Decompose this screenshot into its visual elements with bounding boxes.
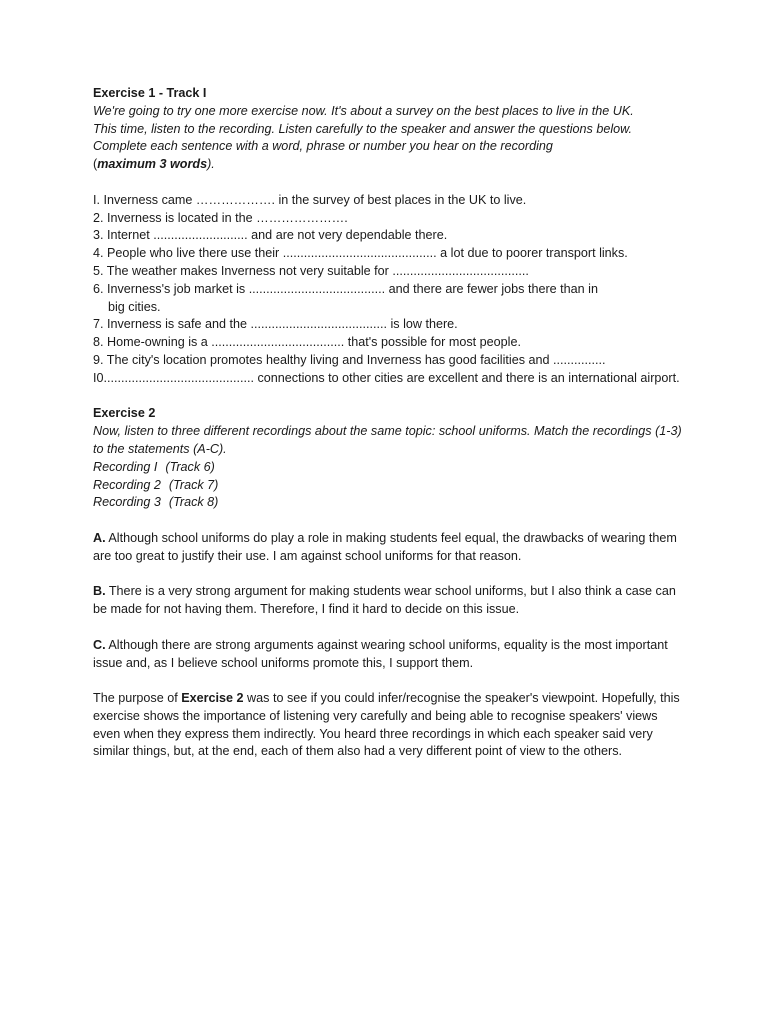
recording-name: Recording 2 [93, 477, 161, 492]
question-item: 9. The city's location promotes healthy living and Inverness has good facilities and ............... [93, 352, 606, 367]
purpose-post: was to see if you could infer/recognise the speaker's viewpoint. Hopefully, this exercise shows the importance of listening very carefully and being able to recognise speakers' views even when they express them indirectly. You heard three recordings in which each speaker said very similar things, but, at the end, each of them also had a very different point of view to the others. [93, 691, 680, 759]
recording-track: (Track 7) [168, 477, 219, 492]
statement-text: There is a very strong argument for making students wear school uniforms, but I also think a case can be made for not having them. Therefore, I find it hard to decide on this issue. [93, 584, 676, 617]
question-list [93, 192, 683, 388]
question-item: 4. People who live there use their ............................................ a lot due to poorer transport links. [93, 246, 628, 261]
question-item: 8. Home-owning is a ...................................... that's possible for most people. [93, 335, 521, 350]
statement-a [93, 530, 683, 566]
recording-item [93, 459, 683, 477]
statement-letter: B. [93, 584, 106, 599]
purpose-pre: The purpose of [93, 691, 182, 706]
exercise-1-intro-1: We're going to try one more exercise now. It's about a survey on the best places to live in the UK. [93, 103, 634, 118]
question-6-text: 6. Inverness's job market is ....................................... and there are fewer jobs there than in [93, 281, 598, 296]
question-item: I0........................................... connections to other cities are excellent and there is an international airport. [93, 370, 680, 385]
spacer [93, 566, 683, 584]
statement-text: Although school uniforms do play a role in making students feel equal, the drawbacks of wearing them are too great to justify their use. I am against school uniforms for that reason. [93, 530, 677, 563]
exercise-1-title: Exercise 1 - Track I [93, 86, 207, 100]
exercise-1-intro-2: This time, listen to the recording. Listen carefully to the speaker and answer the questions below. [93, 121, 633, 136]
question-6-continuation: big cities. [108, 299, 161, 314]
document-page [93, 85, 683, 761]
intro-3-bold: maximum 3 words [97, 157, 208, 172]
recording-track: (Track 6) [165, 459, 215, 474]
statement-text: Although there are strong arguments against wearing school uniforms, equality is the most important issue and, as I believe school uniforms promote this, I support them. [93, 637, 668, 670]
statement-b [93, 583, 683, 619]
recording-list [93, 459, 683, 512]
intro-3-open: ( [93, 157, 98, 172]
recording-item [93, 494, 683, 512]
purpose-bold: Exercise 2 [181, 691, 244, 706]
purpose-paragraph [93, 690, 683, 761]
question-item: 2. Inverness is located in the …………………. [93, 210, 348, 225]
question-item-6 [93, 281, 683, 317]
spacer [93, 619, 683, 637]
recording-track: (Track 8) [168, 495, 219, 510]
recording-item [93, 477, 683, 495]
statement-c [93, 637, 683, 673]
recording-name: Recording 3 [93, 495, 161, 510]
spacer [93, 512, 683, 530]
exercise-1-intro-3 [93, 138, 683, 174]
question-item: I. Inverness came ………………. in the survey of best places in the UK to live. [93, 192, 527, 207]
intro-3-text: Complete each sentence with a word, phrase or number you hear on the recording [93, 139, 553, 154]
recording-name: Recording I [93, 459, 158, 474]
exercise-2-intro: Now, listen to three different recordings about the same topic: school uniforms. Match the recordings (1-3) to the statements (A-C). [93, 424, 682, 456]
question-item: 3. Internet ........................... and are not very dependable there. [93, 228, 448, 243]
spacer [93, 388, 683, 406]
statement-letter: A. [93, 530, 106, 545]
question-item: 5. The weather makes Inverness not very suitable for ....................................... [93, 263, 529, 278]
question-item: 7. Inverness is safe and the ....................................... is low there. [93, 317, 458, 332]
exercise-2-title: Exercise 2 [93, 406, 156, 421]
spacer [93, 672, 683, 690]
statement-letter: C. [93, 637, 106, 652]
spacer [93, 174, 683, 192]
intro-3-close: ). [207, 157, 215, 172]
